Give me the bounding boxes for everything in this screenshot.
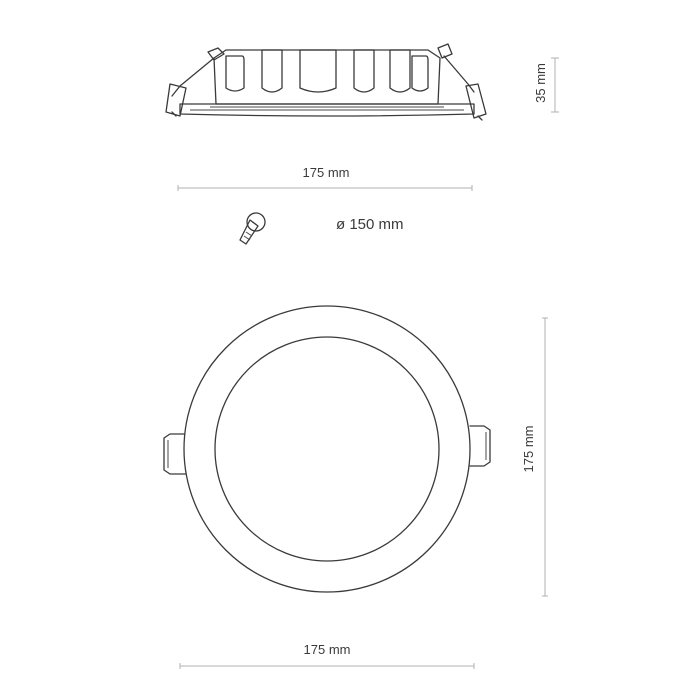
top-width-dimension (180, 642, 474, 669)
cutout-diameter-label: ø 150 mm (336, 216, 404, 233)
side-height-dimension (533, 58, 559, 112)
top-height-label: 175 mm (521, 425, 536, 473)
side-height-label: 35 mm (533, 63, 548, 103)
side-width-label: 175 mm (302, 165, 350, 180)
right-clip-tab (470, 426, 490, 466)
top-view (164, 306, 490, 592)
right-spring-clip (438, 44, 486, 120)
housing-body (214, 50, 440, 104)
bezel-flange (180, 104, 474, 116)
top-width-label: 175 mm (303, 642, 351, 657)
side-view (166, 44, 486, 120)
side-width-dimension (178, 165, 472, 191)
outer-ring (184, 306, 470, 592)
left-clip-tab (164, 434, 186, 474)
top-height-dimension (521, 318, 548, 596)
hole-saw-icon (240, 213, 265, 244)
